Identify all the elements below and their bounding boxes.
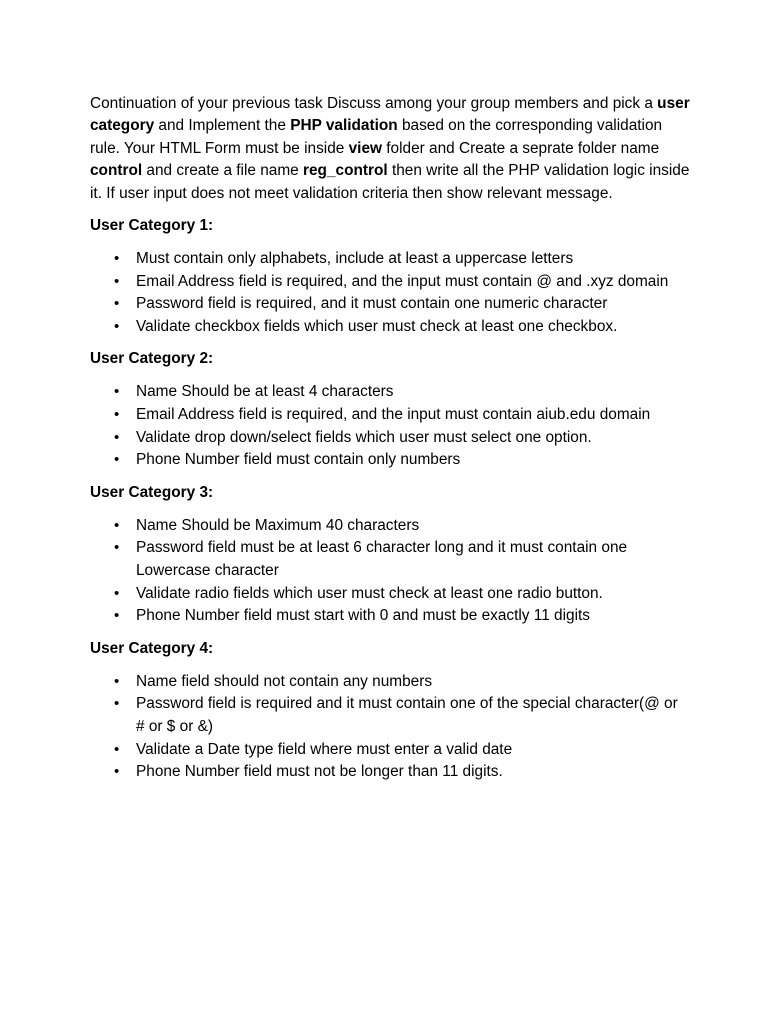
rule-text: Name Should be at least 4 characters: [136, 383, 394, 401]
rule-list: [90, 671, 708, 784]
list-item: [90, 248, 684, 271]
intro-text-6: then write all the PHP validation logic inside it. If user input does not meet validation criteria then show relevant message.: [90, 162, 690, 202]
bullet-icon: •: [114, 695, 120, 713]
bullet-icon: •: [114, 406, 120, 423]
list-item: [90, 739, 684, 762]
category-heading: User Category 2:: [90, 350, 214, 368]
bullet-icon: •: [114, 383, 120, 401]
bullet-icon: •: [114, 740, 120, 758]
intro-bold-view: view: [348, 139, 382, 157]
rule-text: Password field is required and it must contain one of the special character(@ or # or $ or &): [136, 695, 678, 735]
rule-text: Validate drop down/select fields which user must select one option.: [136, 428, 592, 446]
bullet-icon: •: [114, 672, 120, 690]
rule-text: Validate radio fields which user must check at least one radio button.: [136, 584, 603, 602]
bullet-icon: •: [114, 317, 120, 335]
rule-text: Phone Number field must contain only numbers: [136, 451, 461, 469]
list-item: [90, 404, 684, 427]
user-category-4: [90, 638, 708, 784]
bullet-icon: •: [114, 539, 120, 557]
list-item: [90, 761, 684, 784]
rule-text: Email Address field is required, and the input must contain aiub.edu domain: [136, 406, 651, 423]
intro-text-5: and create a file name: [142, 162, 303, 180]
rule-text: Email Address field is required, and the input must contain @ and .xyz domain: [136, 272, 669, 290]
category-heading: User Category 3:: [90, 483, 214, 501]
intro-text-3: based on the corresponding validation rule. Your HTML Form must be inside: [90, 117, 663, 157]
list-item: [90, 515, 684, 538]
category-heading: User Category 4:: [90, 639, 214, 657]
intro-text-1: Continuation of your previous task Discuss among your group members and pick a: [90, 95, 658, 112]
bullet-icon: •: [114, 607, 120, 625]
rule-list: [90, 515, 708, 628]
intro-text-4: folder and Create a seprate folder name: [381, 139, 660, 157]
intro-bold-user-category: user category: [90, 95, 690, 135]
rule-list: [90, 248, 708, 338]
rule-text: Validate checkbox fields which user must check at least one checkbox.: [136, 317, 618, 335]
list-item: [90, 449, 684, 472]
rule-text: Phone Number field must start with 0 and must be exactly 11 digits: [136, 607, 590, 625]
bullet-icon: •: [114, 428, 120, 446]
list-item: [90, 583, 684, 606]
bullet-icon: •: [114, 763, 120, 781]
user-category-1: [90, 215, 708, 338]
intro-bold-control: control: [90, 162, 143, 180]
user-category-2: [90, 348, 708, 471]
intro-bold-reg-control: reg_control: [303, 162, 388, 180]
rule-text: Password field must be at least 6 character long and it must contain one Lowercase character: [136, 539, 628, 579]
intro-bold-php-validation: PHP validation: [290, 117, 398, 135]
category-heading: User Category 1:: [90, 217, 214, 235]
list-item: [90, 293, 684, 316]
rule-text: Validate a Date type field where must enter a valid date: [136, 740, 513, 758]
list-item: [90, 381, 684, 404]
bullet-icon: •: [114, 295, 120, 313]
rule-text: Password field is required, and it must contain one numeric character: [136, 295, 608, 313]
user-category-3: [90, 482, 708, 628]
rule-list: [90, 381, 708, 471]
rule-text: Must contain only alphabets, include at least a uppercase letters: [136, 250, 574, 268]
list-item: [90, 316, 684, 339]
list-item: [90, 605, 684, 628]
list-item: [90, 693, 684, 738]
rule-text: Name Should be Maximum 40 characters: [136, 516, 420, 534]
list-item: [90, 427, 684, 450]
rule-text: Phone Number field must not be longer than 11 digits.: [136, 763, 503, 781]
list-item: [90, 537, 684, 582]
intro-paragraph: [90, 93, 690, 205]
bullet-icon: •: [114, 272, 120, 290]
rule-text: Name field should not contain any numbers: [136, 672, 433, 690]
intro-text-2: and Implement the: [154, 117, 291, 135]
list-item: [90, 671, 684, 694]
bullet-icon: •: [114, 451, 120, 469]
list-item: [90, 271, 684, 294]
bullet-icon: •: [114, 250, 120, 268]
bullet-icon: •: [114, 516, 120, 534]
bullet-icon: •: [114, 584, 120, 602]
